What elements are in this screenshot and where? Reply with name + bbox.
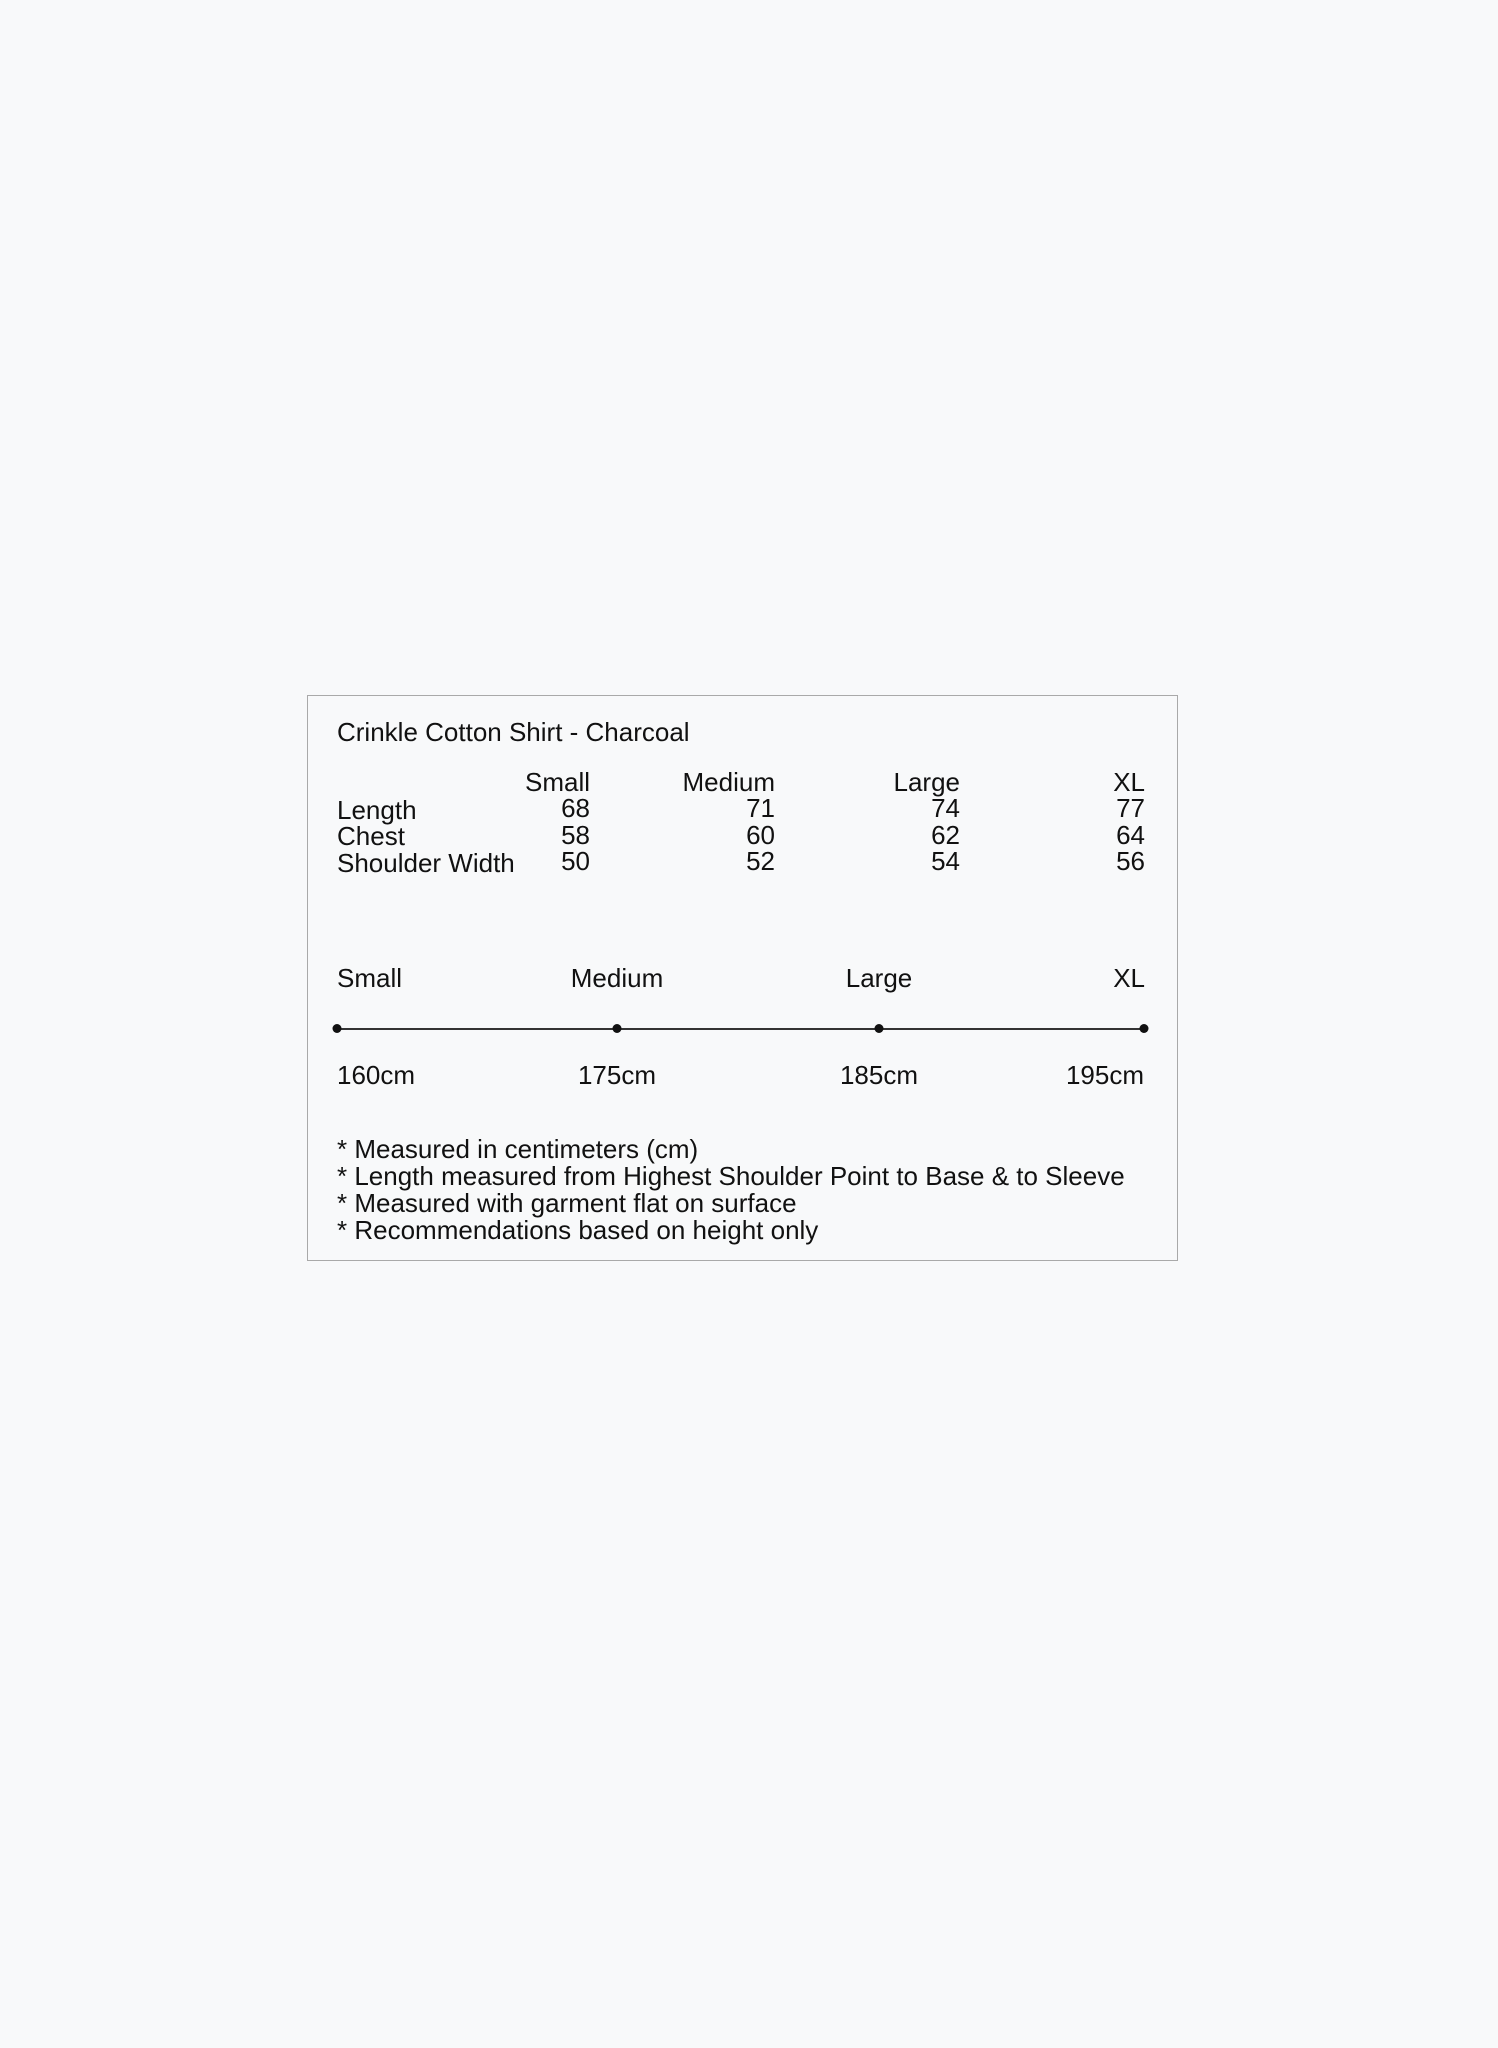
table-cell: 60 bbox=[746, 820, 775, 850]
row-label-chest: Chest bbox=[337, 821, 405, 851]
column-header-xl: XL bbox=[1113, 767, 1145, 797]
table-cell: 71 bbox=[746, 793, 775, 823]
column-header-small: Small bbox=[524, 767, 590, 797]
table-cell: 54 bbox=[931, 846, 960, 876]
measurement-notes bbox=[337, 1136, 1125, 1244]
product-title: Crinkle Cotton Shirt - Charcoal bbox=[337, 717, 690, 747]
scale-marker bbox=[875, 1024, 884, 1033]
row-label-length: Length bbox=[337, 795, 417, 825]
scale-height-160: 160cm bbox=[337, 1060, 416, 1090]
column-header-large: Large bbox=[893, 767, 960, 797]
table-cell: 77 bbox=[1116, 793, 1145, 823]
scale-height-185: 185cm bbox=[839, 1060, 919, 1090]
row-label-shoulder-width: Shoulder Width bbox=[337, 848, 515, 878]
note-line: * Recommendations based on height only bbox=[337, 1215, 819, 1245]
scale-size-medium: Medium bbox=[570, 963, 664, 993]
scale-height-195: 195cm bbox=[1065, 1060, 1144, 1090]
table-cell: 62 bbox=[931, 820, 960, 850]
table-cell: 74 bbox=[931, 793, 960, 823]
table-cell: 56 bbox=[1116, 846, 1145, 876]
scale-size-small: Small bbox=[337, 963, 403, 993]
scale-marker bbox=[613, 1024, 622, 1033]
table-cell: 50 bbox=[561, 846, 590, 876]
scale-height-175: 175cm bbox=[577, 1060, 657, 1090]
scale-size-large: Large bbox=[845, 963, 913, 993]
scale-marker bbox=[1140, 1024, 1149, 1033]
size-guide-card bbox=[307, 695, 1178, 1261]
note-line: * Length measured from Highest Shoulder Point to Base & to Sleeve bbox=[337, 1161, 1125, 1191]
table-cell: 68 bbox=[561, 793, 590, 823]
table-cell: 52 bbox=[746, 846, 775, 876]
column-header-medium: Medium bbox=[682, 767, 775, 797]
table-cell: 64 bbox=[1116, 820, 1145, 850]
note-line: * Measured with garment flat on surface bbox=[337, 1188, 797, 1218]
scale-marker bbox=[333, 1024, 342, 1033]
scale-size-xl: XL bbox=[1113, 963, 1145, 993]
table-cell: 58 bbox=[561, 820, 590, 850]
note-line: * Measured in centimeters (cm) bbox=[337, 1134, 699, 1164]
height-scale-line bbox=[337, 1028, 1145, 1030]
